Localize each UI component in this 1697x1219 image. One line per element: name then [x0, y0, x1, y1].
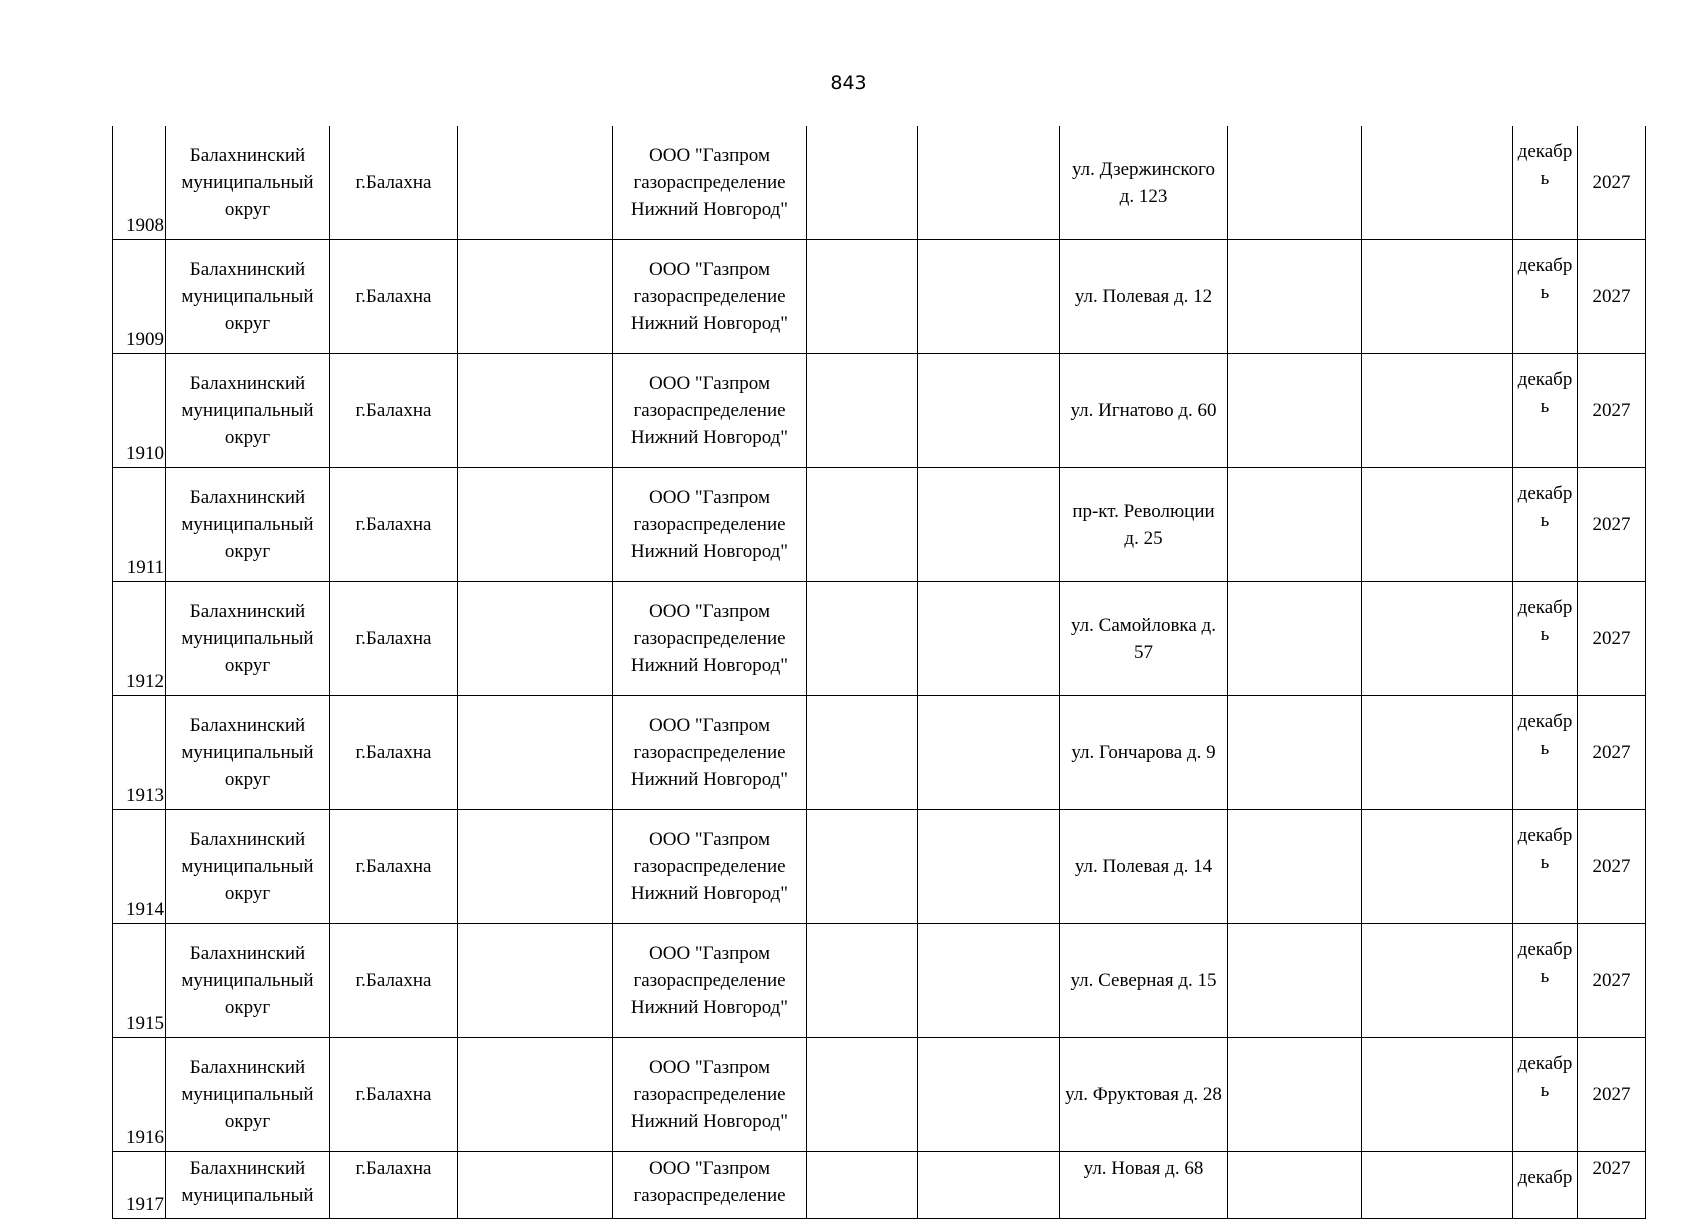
year-cell: 2027 [1578, 354, 1646, 468]
empty-cell [1228, 1152, 1362, 1219]
empty-cell [918, 240, 1060, 354]
address-cell: ул. Новая д. 68 [1060, 1152, 1228, 1219]
month-cell: декабр ь [1513, 696, 1578, 810]
district-cell: Балахнинский муниципальный округ [166, 696, 330, 810]
address-cell: ул. Гончарова д. 9 [1060, 696, 1228, 810]
district-cell: Балахнинский муниципальный округ [166, 924, 330, 1038]
empty-cell [1228, 126, 1362, 240]
empty-cell [807, 126, 918, 240]
empty-cell [918, 810, 1060, 924]
empty-cell [1362, 1152, 1513, 1219]
empty-cell [807, 696, 918, 810]
table-row [113, 1038, 1646, 1152]
city-cell: г.Балахна [330, 810, 458, 924]
city-cell: г.Балахна [330, 354, 458, 468]
month-cell: декабр ь [1513, 354, 1578, 468]
empty-cell [458, 468, 613, 582]
year-cell: 2027 [1578, 468, 1646, 582]
empty-cell [807, 240, 918, 354]
organization-cell: ООО "Газпром газораспределение Нижний Новгород" [613, 924, 807, 1038]
table-row [113, 240, 1646, 354]
year-cell: 2027 [1578, 810, 1646, 924]
month-cell: декабр ь [1513, 126, 1578, 240]
empty-cell [1228, 240, 1362, 354]
city-cell: г.Балахна [330, 1152, 458, 1219]
empty-cell [807, 924, 918, 1038]
empty-cell [458, 810, 613, 924]
district-cell: Балахнинский муниципальный округ [166, 810, 330, 924]
organization-cell: ООО "Газпром газораспределение Нижний Новгород" [613, 696, 807, 810]
empty-cell [1362, 810, 1513, 924]
city-cell: г.Балахна [330, 582, 458, 696]
empty-cell [1228, 354, 1362, 468]
empty-cell [918, 354, 1060, 468]
row-number-cell: 1915 [113, 924, 166, 1038]
table-row [113, 582, 1646, 696]
table-row [113, 468, 1646, 582]
empty-cell [1362, 468, 1513, 582]
year-cell: 2027 [1578, 1038, 1646, 1152]
month-cell: декабр ь [1513, 468, 1578, 582]
district-cell: Балахнинский муниципальный округ [166, 240, 330, 354]
empty-cell [458, 126, 613, 240]
district-cell: Балахнинский муниципальный округ [166, 354, 330, 468]
row-number-cell: 1916 [113, 1038, 166, 1152]
row-number-cell: 1913 [113, 696, 166, 810]
district-cell: Балахнинский муниципальный округ [166, 1038, 330, 1152]
table-row [113, 696, 1646, 810]
row-number-cell: 1911 [113, 468, 166, 582]
empty-cell [807, 1038, 918, 1152]
month-cell: декабр ь [1513, 240, 1578, 354]
registry-body [113, 126, 1646, 1219]
empty-cell [918, 126, 1060, 240]
district-cell: Балахнинский муниципальный округ [166, 468, 330, 582]
organization-cell: ООО "Газпром газораспределение Нижний Новгород" [613, 810, 807, 924]
empty-cell [1228, 582, 1362, 696]
empty-cell [918, 696, 1060, 810]
row-number-cell: 1909 [113, 240, 166, 354]
empty-cell [458, 924, 613, 1038]
page-number: 843 [830, 72, 867, 94]
address-cell: ул. Дзержинского д. 123 [1060, 126, 1228, 240]
organization-cell: ООО "Газпром газораспределение Нижний Новгород" [613, 126, 807, 240]
empty-cell [1362, 126, 1513, 240]
empty-cell [807, 354, 918, 468]
empty-cell [918, 582, 1060, 696]
empty-cell [458, 1038, 613, 1152]
empty-cell [918, 1152, 1060, 1219]
address-cell: ул. Полевая д. 14 [1060, 810, 1228, 924]
month-cell: декабр ь [1513, 810, 1578, 924]
month-cell: декабр ь [1513, 1038, 1578, 1152]
empty-cell [458, 240, 613, 354]
year-cell: 2027 [1578, 582, 1646, 696]
row-number-cell: 1917 [113, 1152, 166, 1219]
empty-cell [458, 354, 613, 468]
organization-cell: ООО "Газпром газораспределение [613, 1152, 807, 1219]
empty-cell [807, 582, 918, 696]
empty-cell [458, 1152, 613, 1219]
empty-cell [1362, 582, 1513, 696]
organization-cell: ООО "Газпром газораспределение Нижний Новгород" [613, 354, 807, 468]
district-cell: Балахнинский муниципальный округ [166, 582, 330, 696]
registry-table [112, 126, 1646, 1219]
address-cell: пр-кт. Революции д. 25 [1060, 468, 1228, 582]
empty-cell [1362, 354, 1513, 468]
empty-cell [1228, 696, 1362, 810]
city-cell: г.Балахна [330, 126, 458, 240]
month-cell: декабр ь [1513, 582, 1578, 696]
empty-cell [807, 468, 918, 582]
row-number-cell: 1908 [113, 126, 166, 240]
table-row [113, 924, 1646, 1038]
table-row [113, 1152, 1646, 1219]
empty-cell [918, 468, 1060, 582]
year-cell: 2027 [1578, 696, 1646, 810]
empty-cell [1228, 924, 1362, 1038]
address-cell: ул. Игнатово д. 60 [1060, 354, 1228, 468]
empty-cell [1362, 1038, 1513, 1152]
row-number-cell: 1910 [113, 354, 166, 468]
address-cell: ул. Северная д. 15 [1060, 924, 1228, 1038]
organization-cell: ООО "Газпром газораспределение Нижний Новгород" [613, 1038, 807, 1152]
district-cell: Балахнинский муниципальный [166, 1152, 330, 1219]
empty-cell [1362, 696, 1513, 810]
city-cell: г.Балахна [330, 924, 458, 1038]
empty-cell [1362, 240, 1513, 354]
empty-cell [458, 582, 613, 696]
year-cell: 2027 [1578, 240, 1646, 354]
address-cell: ул. Полевая д. 12 [1060, 240, 1228, 354]
empty-cell [1228, 810, 1362, 924]
table-row [113, 126, 1646, 240]
table-row [113, 810, 1646, 924]
city-cell: г.Балахна [330, 1038, 458, 1152]
row-number-cell: 1912 [113, 582, 166, 696]
year-cell: 2027 [1578, 924, 1646, 1038]
month-cell: декабр ь [1513, 924, 1578, 1038]
address-cell: ул. Фруктовая д. 28 [1060, 1038, 1228, 1152]
city-cell: г.Балахна [330, 240, 458, 354]
month-cell: декабр [1513, 1152, 1578, 1219]
district-cell: Балахнинский муниципальный округ [166, 126, 330, 240]
organization-cell: ООО "Газпром газораспределение Нижний Новгород" [613, 240, 807, 354]
year-cell: 2027 [1578, 1152, 1646, 1219]
organization-cell: ООО "Газпром газораспределение Нижний Новгород" [613, 468, 807, 582]
organization-cell: ООО "Газпром газораспределение Нижний Новгород" [613, 582, 807, 696]
city-cell: г.Балахна [330, 468, 458, 582]
empty-cell [458, 696, 613, 810]
year-cell: 2027 [1578, 126, 1646, 240]
address-cell: ул. Самойловка д. 57 [1060, 582, 1228, 696]
table-row [113, 354, 1646, 468]
empty-cell [1362, 924, 1513, 1038]
empty-cell [807, 810, 918, 924]
empty-cell [807, 1152, 918, 1219]
empty-cell [918, 1038, 1060, 1152]
city-cell: г.Балахна [330, 696, 458, 810]
empty-cell [1228, 468, 1362, 582]
empty-cell [1228, 1038, 1362, 1152]
empty-cell [918, 924, 1060, 1038]
row-number-cell: 1914 [113, 810, 166, 924]
